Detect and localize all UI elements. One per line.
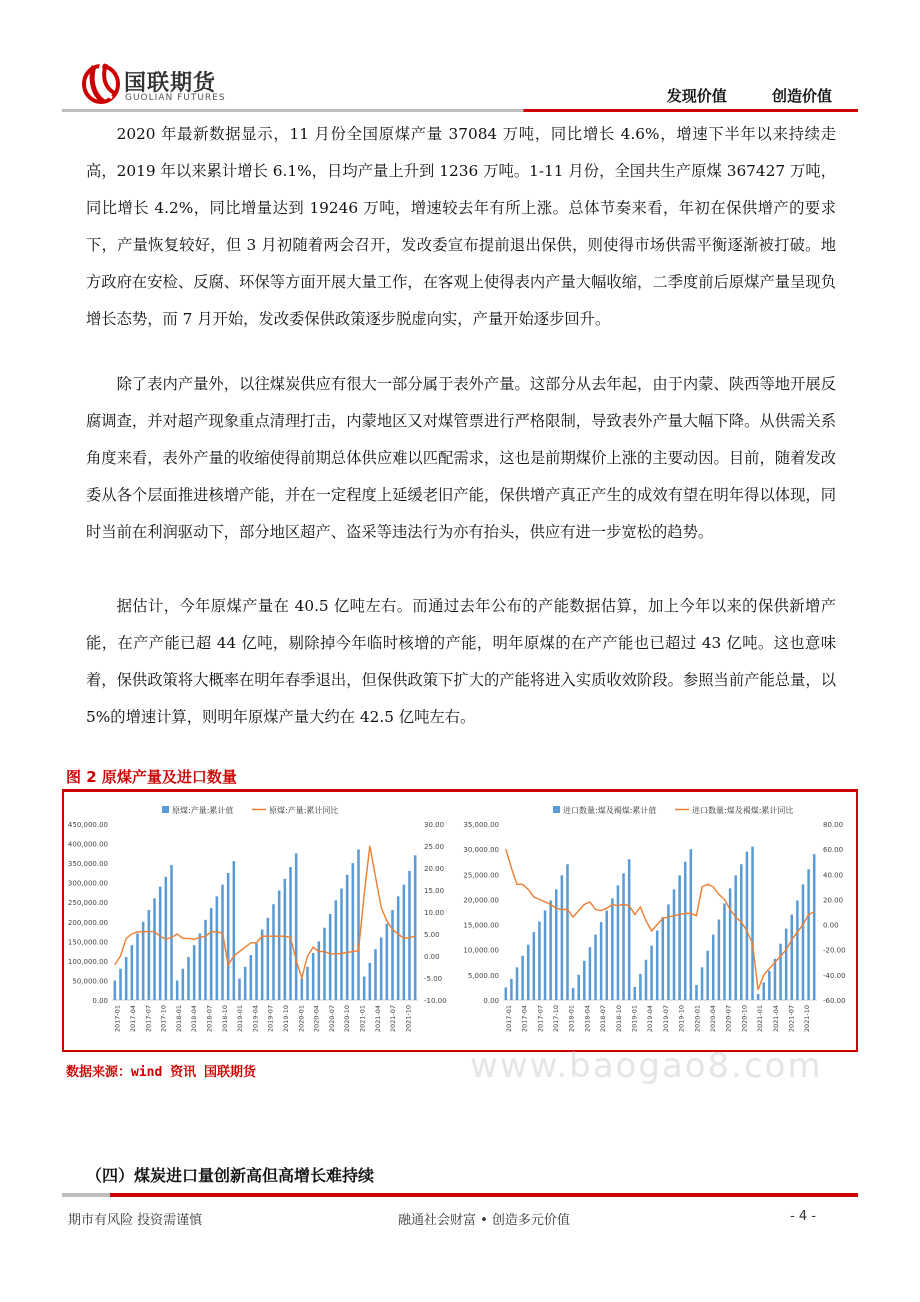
- bar: [684, 862, 687, 1000]
- slogan-discover: 发现价值: [666, 87, 727, 105]
- y-right-tick-label: 15.00: [424, 887, 445, 895]
- bar: [678, 875, 681, 1000]
- bar: [176, 980, 179, 1000]
- bar: [125, 957, 128, 1000]
- bar: [199, 934, 202, 1000]
- bar: [690, 849, 693, 1000]
- bar: [357, 849, 360, 1000]
- brand-logo: [82, 60, 252, 112]
- section-heading: （四）煤炭进口量创新高但高增长难持续: [86, 1166, 375, 1185]
- footer-divider: [62, 1193, 858, 1197]
- y-left-tick-label: 300,000.00: [67, 879, 108, 888]
- slogan-create: 创造价值: [771, 87, 832, 105]
- y-right-tick-label: 20.00: [424, 865, 445, 873]
- x-tick-label: 2021-04: [771, 1005, 780, 1033]
- bar: [272, 904, 275, 1000]
- y-left-tick-label: 5,000.00: [467, 971, 499, 980]
- bar: [785, 929, 788, 1000]
- bar: [634, 987, 637, 1000]
- bar: [136, 934, 139, 1000]
- bar: [340, 889, 343, 1000]
- bar: [170, 865, 173, 1000]
- y-left-tick-label: 200,000.00: [67, 918, 108, 927]
- legend-line-label: 进口数量:煤及褐煤:累计同比: [692, 806, 794, 815]
- y-left-tick-label: 50,000.00: [72, 977, 108, 986]
- x-tick-label: 2017-10: [159, 1005, 168, 1033]
- bar: [813, 854, 816, 1000]
- header-slogan: [645, 85, 832, 106]
- bar: [301, 978, 304, 1000]
- bar: [295, 853, 298, 1000]
- bar: [261, 930, 264, 1000]
- bar: [386, 924, 389, 1000]
- coal-imports-chart-svg: [459, 796, 854, 1048]
- bar: [408, 871, 411, 1000]
- bar: [521, 956, 524, 1000]
- x-tick-label: 2018-10: [614, 1005, 623, 1033]
- bar: [768, 971, 771, 1000]
- y-right-tick-label: 0.00: [823, 921, 839, 930]
- y-right-tick-label: 60.00: [823, 846, 844, 855]
- header-divider: [62, 109, 858, 112]
- y-right-tick-label: -60.00: [823, 997, 846, 1005]
- bar: [555, 889, 558, 1000]
- bar: [662, 917, 665, 1000]
- bar: [187, 957, 190, 1000]
- bar: [278, 890, 281, 1000]
- watermark: www.baogao8.com: [470, 1046, 823, 1086]
- bar: [255, 943, 258, 1000]
- x-tick-label: 2018-04: [190, 1005, 199, 1033]
- x-tick-label: 2021-07: [389, 1005, 398, 1033]
- bar: [673, 889, 676, 1000]
- bar: [611, 898, 614, 1000]
- bar: [131, 945, 134, 1000]
- bar: [323, 928, 326, 1000]
- bar: [779, 944, 782, 1000]
- paragraph-1: 2020 年最新数据显示，11 月份全国原煤产量 37084 万吨，同比增长 4.6%，增速下半年以来持续走高，2019 年以来累计增长 6.1%，日均产量上升到 1236 万吨。1-11 月份，全国共生产原煤 367427 万吨，同比增长 4.2%，同比增量达到 19246 万吨，增速较去年有所上涨。总体节奏来看，年初在保供增产的要求下，产量恢复较好，但 3 月初随着两会召开，发改委宣布提前退出保供，则使得市场供需平衡逐渐被打破。地方政府在安检、反腐、环保等方面开展大量工作，在客观上使得表内产量大幅收缩，二季度前后原煤产量呈现负增长态势，而 7 月开始，发改委保供政策逐步脱虚向实，产量开始逐步回升。: [86, 125, 836, 328]
- x-tick-label: 2019-07: [266, 1005, 275, 1033]
- bar: [589, 947, 592, 1000]
- bar: [148, 910, 151, 1000]
- bar: [566, 864, 569, 1000]
- bar: [397, 896, 400, 1000]
- x-tick-label: 2019-10: [677, 1005, 686, 1033]
- bar: [193, 945, 196, 1000]
- bar: [695, 985, 698, 1000]
- bar: [114, 980, 117, 1000]
- bar: [802, 884, 805, 1000]
- bar: [549, 900, 552, 1000]
- y-right-tick-label: 25.00: [424, 843, 445, 851]
- footer-motto: 融通社会财富 • 创造多元价值: [398, 1213, 570, 1228]
- bar: [577, 975, 580, 1000]
- bar: [267, 918, 270, 1000]
- y-right-tick-label: 0.00: [424, 953, 440, 961]
- x-tick-label: 2017-07: [144, 1005, 153, 1033]
- growth-line-series: [506, 849, 814, 990]
- bar: [527, 945, 530, 1000]
- bar: [312, 953, 315, 1000]
- y-right-tick-label: -40.00: [823, 971, 846, 980]
- y-right-tick-label: 20.00: [823, 896, 844, 905]
- bar: [244, 967, 247, 1000]
- x-tick-label: 2021-01: [358, 1005, 367, 1033]
- bar: [701, 967, 704, 1000]
- x-tick-label: 2020-10: [343, 1005, 352, 1033]
- bar: [605, 910, 608, 1000]
- bar: [807, 869, 810, 1000]
- brand-name-cn: 国联期货: [124, 71, 217, 96]
- guolian-logo-icon: [82, 60, 120, 104]
- brand-name-en: GUOLIAN FUTURES: [125, 93, 226, 103]
- bar: [227, 873, 230, 1000]
- x-tick-label: 2020-01: [297, 1005, 306, 1033]
- bar: [572, 988, 575, 1000]
- x-tick-label: 2018-07: [599, 1005, 608, 1033]
- bar: [650, 946, 653, 1000]
- bar: [153, 898, 156, 1000]
- x-tick-label: 2020-10: [740, 1005, 749, 1033]
- x-tick-label: 2018-04: [583, 1005, 592, 1033]
- figure-title: 图 2 原煤产量及进口数量: [66, 768, 237, 786]
- bar: [583, 961, 586, 1000]
- x-tick-label: 2019-10: [281, 1005, 290, 1033]
- bar: [734, 875, 737, 1000]
- x-tick-label: 2017-01: [113, 1005, 122, 1033]
- bar: [352, 863, 355, 1000]
- legend-bar-label: 原煤:产量:累计值: [172, 806, 234, 815]
- bar: [774, 959, 777, 1000]
- x-tick-label: 2018-01: [567, 1005, 576, 1033]
- x-tick-label: 2020-07: [327, 1005, 336, 1033]
- x-tick-label: 2020-04: [708, 1005, 717, 1033]
- bar: [544, 910, 547, 1000]
- bar: [667, 904, 670, 1000]
- bar: [182, 969, 185, 1000]
- y-right-tick-label: 30.00: [424, 821, 445, 829]
- bar: [346, 875, 349, 1000]
- bar: [221, 885, 224, 1000]
- bar: [363, 977, 366, 1000]
- x-tick-label: 2017-07: [536, 1005, 545, 1033]
- bar: [159, 887, 162, 1000]
- bar: [561, 875, 564, 1000]
- bar: [250, 955, 253, 1000]
- paragraph-3: 据估计，今年原煤产量在 40.5 亿吨左右。而通过去年公布的产能数据估算，加上今年以来的保供新增产能，在产产能已超 44 亿吨，剔除掉今年临时核增的产能，明年原煤的在产产能也已超过 43 亿吨。这也意味着，保供政策将大概率在明年春季退出，但保供政策下扩大的产能将进入实质收效阶段。参照当前产能总量，以 5%的增速计算，则明年原煤产量大约在 42.5 亿吨左右。: [86, 597, 836, 726]
- bar: [238, 978, 241, 1000]
- bar: [718, 920, 721, 1000]
- bar: [369, 963, 372, 1000]
- y-left-tick-label: 0.00: [92, 997, 108, 1005]
- bar: [656, 931, 659, 1000]
- bar: [335, 900, 338, 1000]
- x-tick-label: 2019-01: [236, 1005, 245, 1033]
- x-tick-label: 2021-07: [787, 1005, 796, 1033]
- y-right-tick-label: 10.00: [424, 909, 445, 917]
- bar: [391, 910, 394, 1000]
- y-left-tick-label: 450,000.00: [67, 821, 108, 829]
- bar: [533, 932, 536, 1000]
- bar: [723, 903, 726, 1000]
- bar: [204, 920, 207, 1000]
- y-right-tick-label: 80.00: [823, 821, 844, 829]
- bar: [414, 855, 417, 1000]
- y-left-tick-label: 25,000.00: [463, 871, 499, 880]
- bar: [284, 879, 287, 1000]
- legend-line-label: 原煤:产量:累计同比: [269, 806, 339, 815]
- chart-coal-imports: [459, 796, 854, 1048]
- x-tick-label: 2021-01: [756, 1005, 765, 1033]
- page-number: - 4 -: [790, 1209, 816, 1224]
- legend-bar-swatch: [553, 806, 560, 813]
- bar: [594, 935, 597, 1000]
- bar: [712, 935, 715, 1000]
- y-left-tick-label: 20,000.00: [463, 896, 499, 905]
- x-tick-label: 2017-10: [552, 1005, 560, 1033]
- bar: [796, 900, 799, 1000]
- x-tick-label: 2020-07: [724, 1005, 733, 1033]
- bar: [538, 922, 541, 1000]
- bar: [403, 885, 406, 1000]
- bar: [374, 949, 377, 1000]
- bar: [746, 852, 749, 1000]
- bar: [510, 979, 513, 1000]
- bar: [639, 974, 642, 1000]
- x-tick-label: 2021-10: [803, 1005, 812, 1033]
- y-left-tick-label: 150,000.00: [67, 938, 108, 947]
- bar: [505, 987, 508, 1000]
- bar: [142, 922, 145, 1000]
- bar: [729, 888, 732, 1000]
- legend-bar-label: 进口数量:煤及褐煤:累计值: [563, 806, 657, 815]
- chart-coal-production: [66, 796, 451, 1048]
- bar: [289, 867, 292, 1000]
- bar: [628, 859, 631, 1000]
- bar: [210, 908, 213, 1000]
- coal-production-chart-svg: [66, 796, 451, 1048]
- y-left-tick-label: 35,000.00: [463, 821, 499, 829]
- x-tick-label: 2021-10: [404, 1005, 413, 1033]
- x-tick-label: 2020-01: [693, 1005, 702, 1033]
- y-right-tick-label: -5.00: [424, 975, 443, 983]
- x-tick-label: 2019-07: [661, 1005, 670, 1033]
- y-right-tick-label: 5.00: [424, 931, 440, 939]
- x-tick-label: 2019-01: [630, 1005, 639, 1033]
- x-tick-label: 2019-04: [646, 1005, 655, 1033]
- bar: [740, 864, 743, 1000]
- x-tick-label: 2018-07: [205, 1005, 214, 1033]
- bar: [329, 914, 332, 1000]
- figure-source: 数据来源：wind 资讯 国联期货: [66, 1065, 256, 1080]
- bar: [306, 967, 309, 1000]
- bar: [119, 969, 122, 1000]
- y-left-tick-label: 0.00: [483, 997, 499, 1005]
- x-tick-label: 2018-10: [220, 1005, 229, 1033]
- y-left-tick-label: 10,000.00: [463, 946, 499, 955]
- bar: [617, 885, 620, 1000]
- y-right-tick-label: 40.00: [823, 871, 844, 880]
- bar: [706, 951, 709, 1000]
- legend-bar-swatch: [162, 806, 169, 813]
- y-left-tick-label: 250,000.00: [67, 899, 108, 908]
- x-tick-label: 2017-01: [504, 1005, 513, 1033]
- y-left-tick-label: 350,000.00: [67, 860, 108, 869]
- bar: [645, 960, 648, 1000]
- x-tick-label: 2021-04: [373, 1005, 382, 1033]
- bar: [762, 982, 765, 1000]
- bar: [516, 967, 519, 1000]
- y-left-tick-label: 30,000.00: [463, 846, 499, 855]
- y-left-tick-label: 100,000.00: [67, 957, 108, 966]
- y-right-tick-label: -20.00: [823, 946, 846, 955]
- bar: [233, 861, 236, 1000]
- paragraph-2: 除了表内产量外，以往煤炭供应有很大一部分属于表外产量。这部分从去年起，由于内蒙、陕西等地开展反腐调查，并对超产现象重点清理打击，内蒙地区又对煤管票进行严格限制，导致表外产量大幅下降。从供需关系角度来看，表外产量的收缩使得前期总体供应难以匹配需求，这也是前期煤价上涨的主要动因。目前，随着发改委从各个层面推进核增产能，并在一定程度上延缓老旧产能，保供增产真正产生的成效有望在明年得以体现，同时当前在利润驱动下，部分地区超产、盗采等违法行为亦有抬头，供应有进一步宽松的趋势。: [86, 375, 836, 541]
- x-tick-label: 2020-04: [312, 1005, 321, 1033]
- x-tick-label: 2018-01: [174, 1005, 183, 1033]
- y-left-tick-label: 15,000.00: [463, 921, 499, 930]
- x-tick-label: 2017-04: [129, 1005, 137, 1033]
- y-right-tick-label: -10.00: [424, 997, 447, 1005]
- y-left-tick-label: 400,000.00: [67, 840, 108, 849]
- bar: [380, 937, 383, 1000]
- bar: [751, 847, 754, 1000]
- bar: [216, 896, 219, 1000]
- x-tick-label: 2017-04: [520, 1005, 529, 1033]
- bar: [600, 922, 603, 1000]
- bar: [757, 994, 760, 1000]
- footer-risk-warning: 期市有风险 投资需谨慎: [68, 1213, 203, 1228]
- bar: [791, 915, 794, 1000]
- bar: [622, 873, 625, 1000]
- x-tick-label: 2019-04: [251, 1005, 260, 1033]
